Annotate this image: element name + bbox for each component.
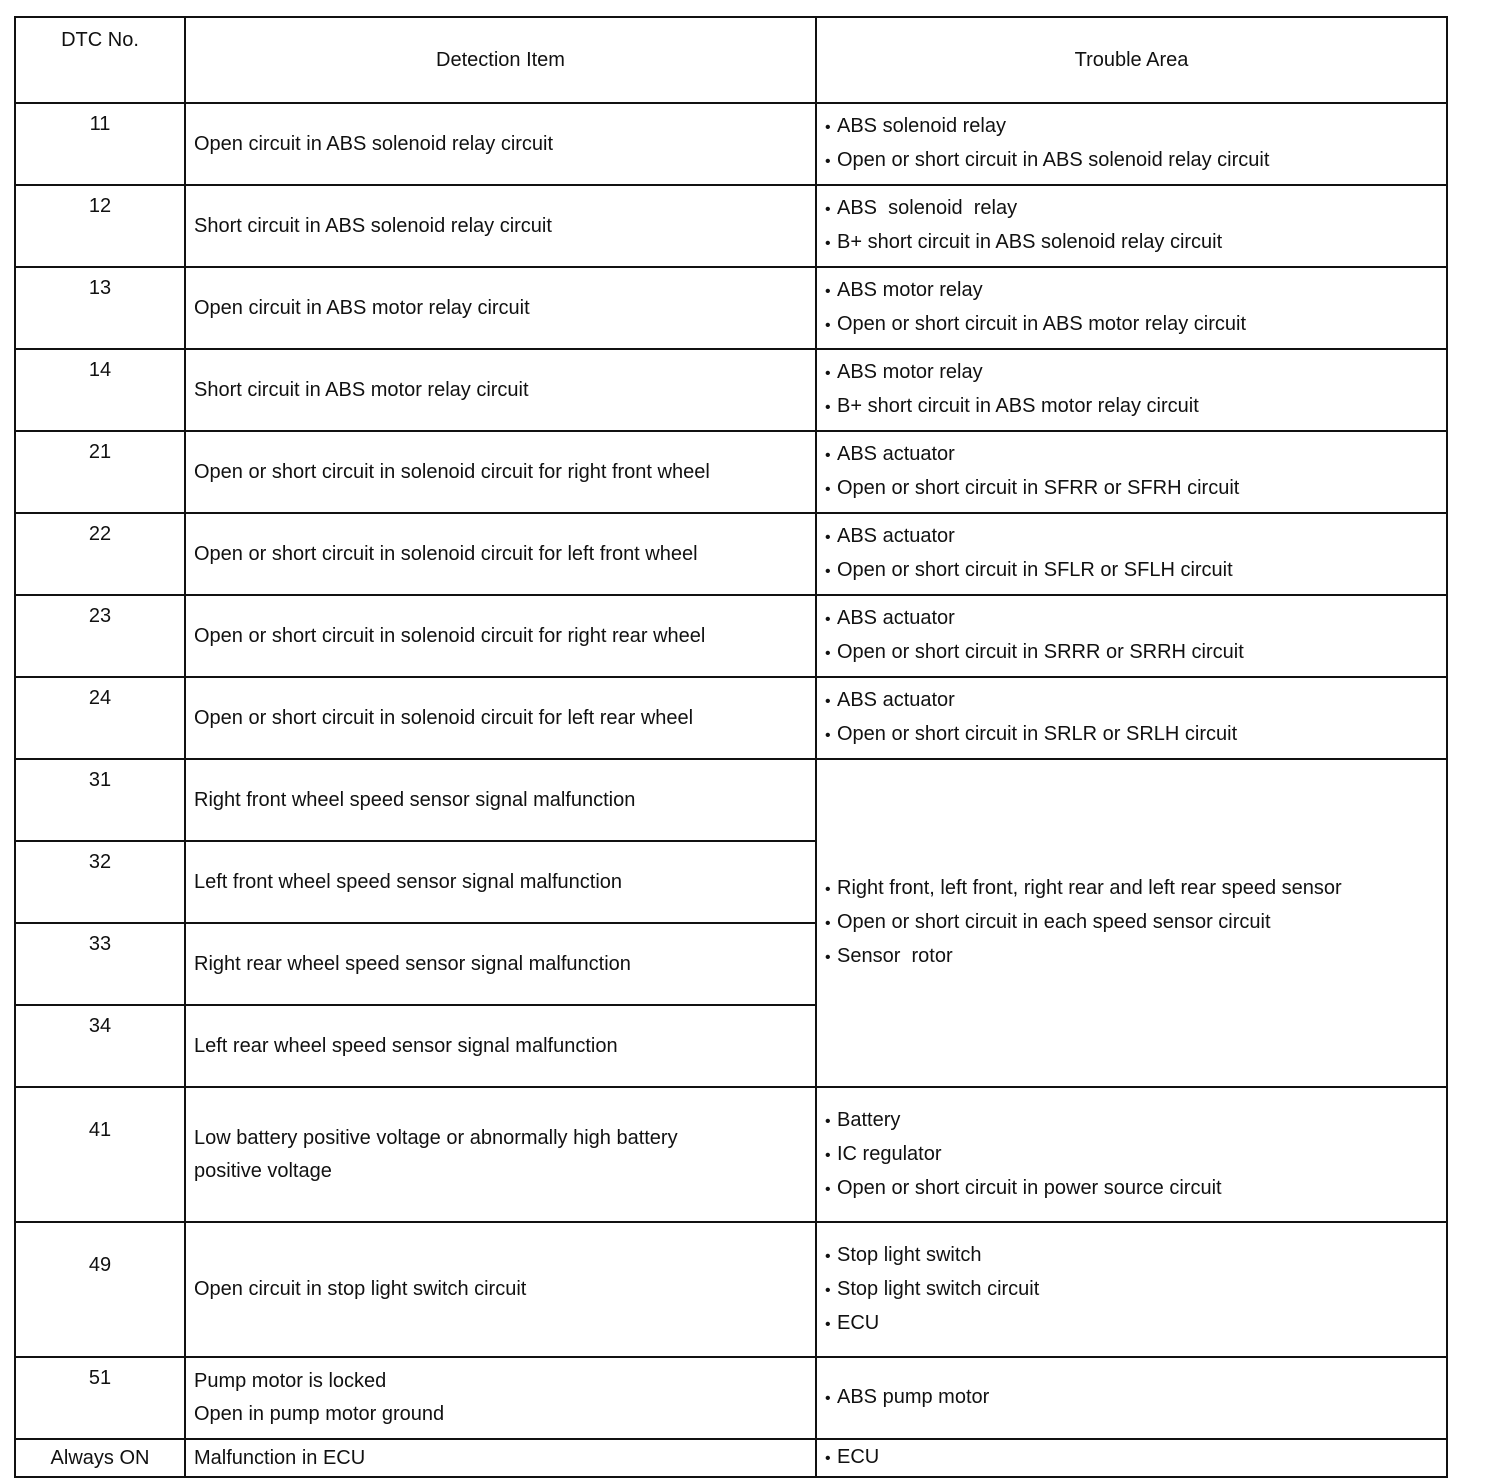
trouble-area-line: • IC regulator (825, 1138, 1446, 1172)
trouble-area-line: • Right front, left front, right rear and left rear speed sensor (825, 872, 1446, 906)
trouble-area-line: • Stop light switch circuit (825, 1273, 1446, 1307)
trouble-area-line: • ABS motor relay (825, 274, 1446, 308)
header-row (15, 17, 1447, 103)
bullet-icon: • (825, 1390, 831, 1407)
bullet-icon: • (825, 1112, 831, 1130)
dtc-code: 51 (15, 1357, 185, 1439)
detection-item (185, 759, 816, 841)
dtc-code: 13 (15, 267, 185, 349)
detection-item-line: Short circuit in ABS solenoid relay circuit (194, 214, 552, 237)
trouble-area-line: • ECU (825, 1441, 1446, 1475)
table-row (15, 1357, 1447, 1439)
detection-item (185, 185, 816, 267)
detection-item-line: Open circuit in ABS solenoid relay circuit (194, 132, 554, 155)
detection-item-line: positive voltage (194, 1159, 332, 1182)
table-row (15, 513, 1447, 595)
detection-item (185, 1005, 816, 1087)
bullet-icon: • (825, 881, 831, 898)
trouble-area-line: • ABS solenoid relay (825, 192, 1446, 226)
bullet-icon: • (825, 563, 831, 580)
table-row (15, 267, 1447, 349)
detection-item-line: Open or short circuit in solenoid circuit for left front wheel (194, 542, 698, 565)
bullet-icon: • (825, 235, 831, 252)
trouble-area-line: • Sensor rotor (825, 940, 1446, 974)
dtc-code: 11 (15, 103, 185, 185)
trouble-area (816, 1222, 1447, 1357)
bullet-icon: • (825, 727, 831, 744)
trouble-area-line: • Open or short circuit in SFRR or SFRH circuit (825, 472, 1446, 506)
detection-item (185, 513, 816, 595)
trouble-area-line: • B+ short circuit in ABS motor relay circuit (825, 390, 1446, 424)
detection-item (185, 1439, 816, 1477)
trouble-area-line: • Stop light switch (825, 1239, 1446, 1273)
trouble-area-line: • ABS solenoid relay (825, 110, 1446, 144)
trouble-area-line: • Open or short circuit in SRLR or SRLH circuit (825, 718, 1446, 752)
bullet-icon: • (825, 1281, 831, 1299)
dtc-table (14, 16, 1448, 1478)
dtc-code: 33 (15, 923, 185, 1005)
table-row (15, 1087, 1447, 1222)
table-row (15, 677, 1447, 759)
detection-item (185, 923, 816, 1005)
detection-item-line: Open circuit in ABS motor relay circuit (194, 296, 530, 319)
trouble-area-line: • ABS actuator (825, 438, 1446, 472)
detection-item-line: Open circuit in stop light switch circuit (194, 1278, 527, 1300)
bullet-icon: • (825, 153, 831, 170)
dtc-code: 22 (15, 513, 185, 595)
trouble-area-line: • Open or short circuit in SFLR or SFLH circuit (825, 554, 1446, 588)
trouble-area (816, 513, 1447, 595)
trouble-area-line: • ABS actuator (825, 520, 1446, 554)
trouble-area (816, 1087, 1447, 1222)
detection-item-line: Open or short circuit in solenoid circuit for right rear wheel (194, 624, 706, 647)
trouble-area (816, 1439, 1447, 1477)
trouble-area-line: • ECU (825, 1307, 1446, 1341)
bullet-icon: • (825, 119, 831, 136)
detection-item-line: Right rear wheel speed sensor signal malfunction (194, 952, 631, 975)
detection-item-line: Pump motor is locked (194, 1370, 387, 1392)
trouble-area (816, 267, 1447, 349)
detection-item-line: Left front wheel speed sensor signal malfunction (194, 870, 623, 893)
trouble-area-line: • Open or short circuit in ABS motor relay circuit (825, 308, 1446, 342)
bullet-icon: • (825, 1315, 831, 1333)
detection-item (185, 349, 816, 431)
bullet-icon: • (825, 611, 831, 628)
bullet-icon: • (825, 399, 831, 416)
bullet-icon: • (825, 481, 831, 498)
dtc-code: 31 (15, 759, 185, 841)
detection-item (185, 1222, 816, 1357)
dtc-code: Always ON (15, 1439, 185, 1477)
trouble-area-line: • ABS actuator (825, 684, 1446, 718)
detection-item-line: Open or short circuit in solenoid circuit for right front wheel (194, 460, 710, 483)
table-row (15, 103, 1447, 185)
detection-item (185, 595, 816, 677)
bullet-icon: • (825, 693, 831, 710)
detection-item (185, 677, 816, 759)
trouble-area-line: • B+ short circuit in ABS solenoid relay circuit (825, 226, 1446, 260)
trouble-area (816, 431, 1447, 513)
bullet-icon: • (825, 1180, 831, 1198)
table-row (15, 1439, 1447, 1477)
table-row (15, 185, 1447, 267)
trouble-area (816, 185, 1447, 267)
detection-item (185, 1087, 816, 1222)
detection-item (185, 267, 816, 349)
detection-item-line: Short circuit in ABS motor relay circuit (194, 378, 529, 401)
dtc-code: 49 (15, 1222, 185, 1357)
detection-item-line: Open in pump motor ground (194, 1403, 445, 1425)
bullet-icon: • (825, 201, 831, 218)
trouble-area (816, 103, 1447, 185)
table-row (15, 595, 1447, 677)
trouble-area-line: • ABS pump motor (825, 1381, 1446, 1415)
bullet-icon: • (825, 949, 831, 966)
detection-item (185, 841, 816, 923)
header-trouble-area: Trouble Area (816, 17, 1447, 103)
bullet-icon: • (825, 317, 831, 334)
dtc-code: 23 (15, 595, 185, 677)
dtc-code: 24 (15, 677, 185, 759)
detection-item (185, 103, 816, 185)
bullet-icon: • (825, 645, 831, 662)
trouble-area-line: • Open or short circuit in ABS solenoid relay circuit (825, 144, 1446, 178)
dtc-code: 34 (15, 1005, 185, 1087)
detection-item (185, 1357, 816, 1439)
trouble-area-line: • ABS actuator (825, 602, 1446, 636)
detection-item-line: Left rear wheel speed sensor signal malfunction (194, 1034, 618, 1057)
detection-item (185, 431, 816, 513)
dtc-code: 21 (15, 431, 185, 513)
bullet-icon: • (825, 1247, 831, 1265)
dtc-code: 14 (15, 349, 185, 431)
dtc-code: 32 (15, 841, 185, 923)
dtc-code: 12 (15, 185, 185, 267)
table-row (15, 1222, 1447, 1357)
trouble-area-line: • Battery (825, 1104, 1446, 1138)
bullet-icon: • (825, 283, 831, 300)
header-dtc-no: DTC No. (15, 17, 185, 103)
bullet-icon: • (825, 1450, 831, 1467)
detection-item-line: Right front wheel speed sensor signal malfunction (194, 788, 636, 811)
trouble-area (816, 759, 1447, 1087)
trouble-area-line: • Open or short circuit in power source circuit (825, 1172, 1446, 1206)
table-row (15, 349, 1447, 431)
dtc-code: 41 (15, 1087, 185, 1222)
bullet-icon: • (825, 915, 831, 932)
bullet-icon: • (825, 529, 831, 546)
trouble-area-line: • Open or short circuit in SRRR or SRRH circuit (825, 636, 1446, 670)
table-row (15, 759, 1447, 841)
trouble-area (816, 349, 1447, 431)
detection-item-line: Low battery positive voltage or abnormally high battery (194, 1126, 678, 1149)
detection-item-line: Open or short circuit in solenoid circuit for left rear wheel (194, 706, 694, 729)
detection-item-line: Malfunction in ECU (194, 1446, 366, 1469)
trouble-area-line: • ABS motor relay (825, 356, 1446, 390)
bullet-icon: • (825, 447, 831, 464)
trouble-area (816, 1357, 1447, 1439)
trouble-area (816, 677, 1447, 759)
table-row (15, 431, 1447, 513)
trouble-area-line: • Open or short circuit in each speed sensor circuit (825, 906, 1446, 940)
header-detection-item: Detection Item (185, 17, 816, 103)
bullet-icon: • (825, 365, 831, 382)
bullet-icon: • (825, 1146, 831, 1164)
trouble-area (816, 595, 1447, 677)
